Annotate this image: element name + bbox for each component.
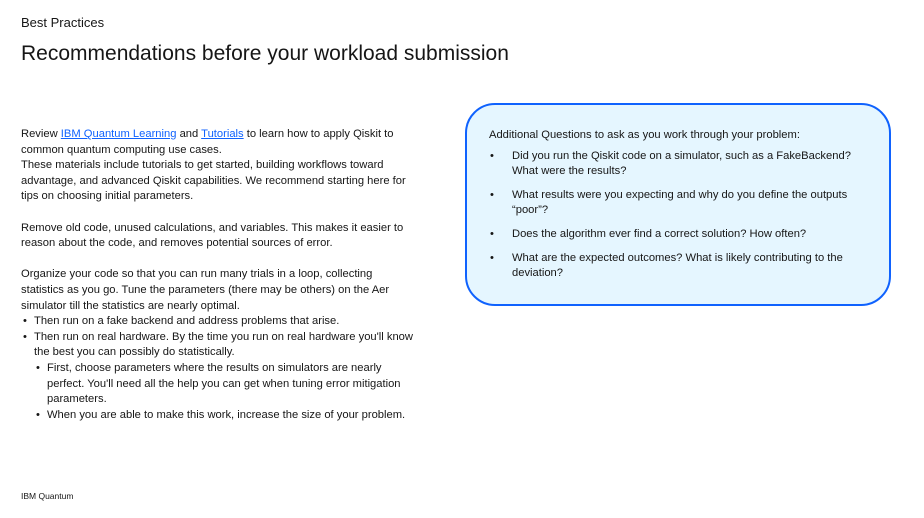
footer-brand: IBM Quantum — [21, 491, 74, 501]
page-title — [21, 42, 509, 66]
title-emphasis: Recommendations — [21, 42, 197, 65]
review-and: and — [176, 128, 202, 140]
tutorials-link[interactable]: Tutorials — [201, 128, 244, 140]
questions-callout — [465, 103, 891, 306]
list-item: • Then run on a fake backend and address problems that arise. — [21, 314, 416, 330]
organize-paragraph: Organize your code so that you can run many trials in a loop, collecting statistics as you go. Tune the parameters (there may be others) on the Aer simulator till the statistics are nearly optimal. — [21, 268, 390, 312]
list-item: • What results were you expecting and why do you define the outputs “poor”? — [489, 188, 867, 218]
remove-paragraph: Remove old code, unused calculations, and variables. This makes it easier to reason about the code, and removes potential sources of error. — [21, 221, 404, 250]
title-rest: before your workload submission — [196, 42, 509, 65]
list-item-text: Then run on real hardware. By the time you run on real hardware you'll know the best you can possibly do statistically. — [34, 330, 413, 359]
list-item: • Does the algorithm ever find a correct solution? How often? — [489, 227, 867, 242]
ibm-quantum-learning-link[interactable]: IBM Quantum Learning — [60, 128, 177, 140]
list-item: • First, choose parameters where the results on simulators are nearly perfect. You'll need all the help you can get when tuning error mitigation parameters. — [34, 361, 416, 408]
steps-list — [21, 314, 416, 423]
review-prefix: Review — [21, 128, 61, 140]
sub-steps-list — [34, 361, 416, 423]
eyebrow-label: Best Practices — [21, 15, 105, 30]
recommendations-body — [21, 127, 416, 423]
list-item — [21, 330, 416, 424]
review-suffix: to learn how to apply Qiskit to common quantum computing use cases. — [21, 128, 394, 156]
callout-heading: Additional Questions to ask as you work through your problem: — [489, 129, 800, 141]
questions-list — [489, 149, 867, 281]
list-item: • What are the expected outcomes? What is likely contributing to the deviation? — [489, 251, 867, 281]
list-item: • When you are able to make this work, increase the size of your problem. — [34, 408, 416, 424]
materials-paragraph: These materials include tutorials to get started, building workflows toward advantage, and advanced Qiskit capabilities. We recommend starting here for tips on choosing initial parameters. — [21, 159, 406, 203]
review-paragraph — [21, 127, 416, 158]
spacer — [21, 205, 416, 221]
list-item: • Did you run the Qiskit code on a simulator, such as a FakeBackend? What were the results? — [489, 149, 867, 179]
spacer — [21, 252, 416, 268]
